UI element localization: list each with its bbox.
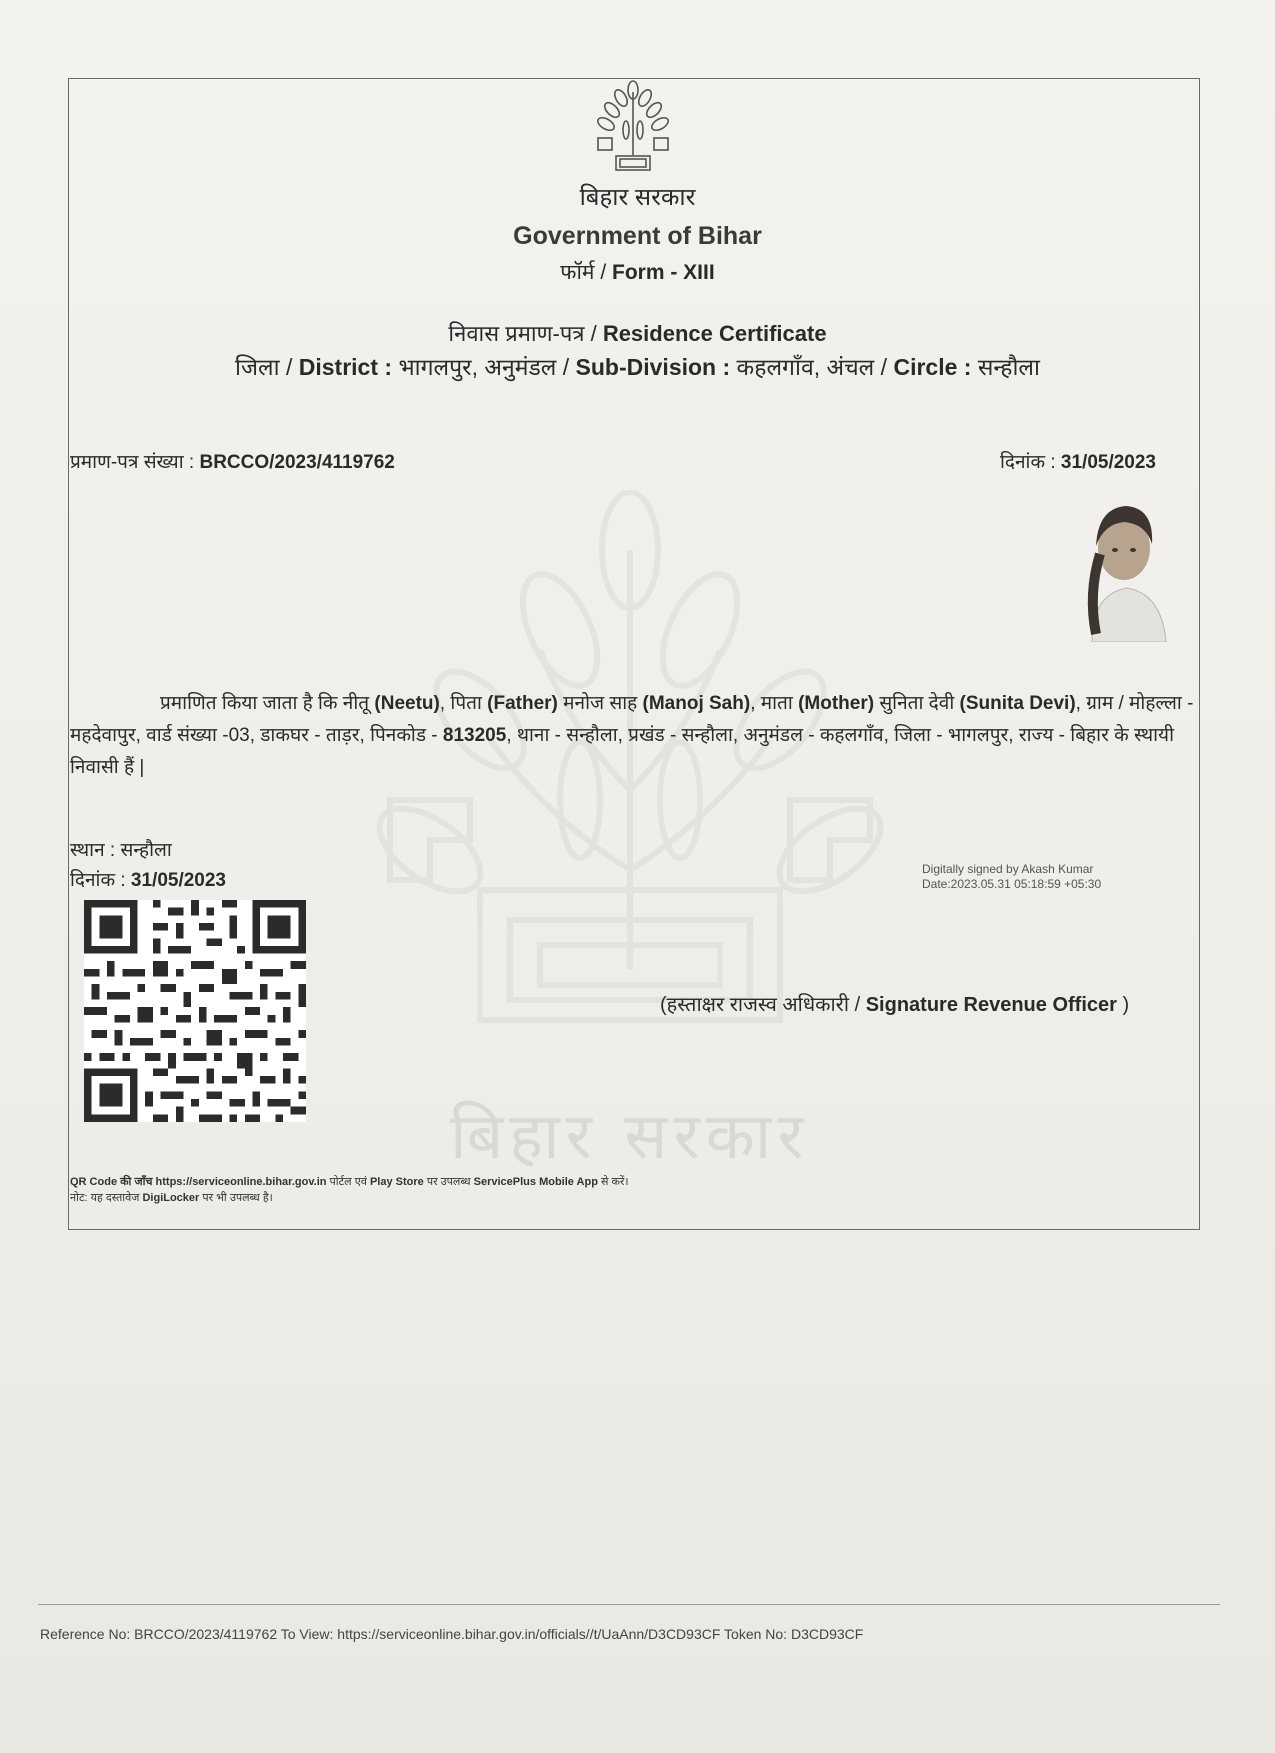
certificate-title-hindi: निवास प्रमाण-पत्र /	[448, 321, 603, 346]
digital-sign-date: Date:2023.05.31 05:18:59 +05:30	[922, 877, 1102, 891]
qr-note-line	[70, 1174, 629, 1190]
digital-signer: Digitally signed by Akash Kumar	[922, 862, 1094, 876]
certificate-date	[1000, 448, 1156, 474]
qr-code	[84, 900, 306, 1122]
applicant-name: (Neetu)	[374, 693, 440, 714]
qr-note-app: ServicePlus Mobile App	[473, 1176, 598, 1188]
bihar-emblem-logo	[588, 80, 678, 180]
reference-footer: Reference No: BRCCO/2023/4119762 To View: https://serviceonline.bihar.gov.in/officials//t/UaAnn/D3CD93CF Token No: D3CD93CF	[40, 1626, 864, 1642]
statement-text: , ग्राम / मोहल्ला - महदेवापुर, वार्ड संख्या -03, डाकघर - ताड़र, पिनकोड -	[70, 693, 1194, 746]
signature-caption-close: )	[1116, 994, 1130, 1016]
applicant-photo	[1062, 484, 1192, 642]
digilocker-name: DigiLocker	[142, 1192, 200, 1204]
father-name: (Manoj Sah)	[642, 693, 751, 714]
subdivision-value: कहलगाँव, अंचल /	[730, 354, 894, 380]
bihar-emblem-watermark	[370, 490, 890, 1180]
qr-note-text: पर उपलब्ध	[423, 1176, 474, 1188]
certificate-number	[70, 448, 395, 474]
certificate-statement	[70, 688, 1210, 784]
statement-text: , माता	[750, 693, 799, 714]
qr-note-store: Play Store	[369, 1176, 424, 1188]
statement-text: सुनिता देवी	[874, 693, 960, 714]
mother-name: (Sunita Devi)	[959, 693, 1076, 714]
qr-note-prefix: QR Code की जाँच	[70, 1176, 156, 1188]
pincode: 813205	[442, 725, 507, 746]
signature-caption-hindi: (हस्ताक्षर राजस्व अधिकारी /	[660, 994, 866, 1016]
signature-caption	[660, 990, 1129, 1017]
certificate-number-value: BRCCO/2023/4119762	[199, 452, 395, 473]
certificate-title	[0, 318, 1275, 348]
place-line	[70, 836, 172, 862]
issue-date-label: दिनांक :	[70, 870, 131, 891]
place-value: सन्हौला	[120, 840, 172, 861]
district-label: District :	[298, 354, 393, 380]
qr-note-text: से करें।	[597, 1176, 629, 1188]
father-label: (Father)	[487, 693, 558, 714]
issue-date-line	[70, 866, 226, 892]
form-prefix: फॉर्म /	[560, 261, 612, 284]
certificate-date-label: दिनांक :	[1000, 452, 1061, 473]
statement-text: , थाना - सन्हौला, प्रखंड - सन्हौला, अनुमंडल - कहलगाँव, जिला - भागलपुर, राज्य - बिहार के स्थायी निवासी हैं |	[70, 725, 1174, 778]
circle-label: Circle :	[893, 354, 972, 380]
place-label: स्थान :	[70, 840, 121, 861]
subdivision-label: Sub-Division :	[575, 354, 731, 380]
issue-date-value: 31/05/2023	[130, 870, 226, 891]
certificate-number-label: प्रमाण-पत्र संख्या :	[70, 452, 200, 473]
district-prefix: जिला /	[235, 354, 299, 380]
form-number	[0, 258, 1275, 286]
qr-note-url: https://serviceonline.bihar.gov.in	[155, 1176, 327, 1188]
mother-label: (Mother)	[798, 693, 875, 714]
location-line	[0, 350, 1275, 382]
certificate-title-english: Residence Certificate	[602, 321, 827, 346]
statement-text: , पिता	[439, 693, 488, 714]
statement-text: मनोज साह	[557, 693, 643, 714]
footer-divider	[38, 1604, 1220, 1605]
circle-value: सन्हौला	[971, 354, 1040, 380]
signature-caption-english: Signature Revenue Officer	[865, 994, 1117, 1016]
district-value: भागलपुर, अनुमंडल /	[392, 354, 576, 380]
digilocker-suffix: पर भी उपलब्ध है।	[199, 1192, 273, 1204]
gov-english-title: Government of Bihar	[513, 222, 762, 250]
digilocker-note	[70, 1190, 629, 1206]
digital-signature-info	[922, 862, 1101, 892]
certificate-date-value: 31/05/2023	[1060, 452, 1156, 473]
digilocker-prefix: नोट: यह दस्तावेज	[70, 1192, 143, 1204]
qr-verification-note	[70, 1174, 629, 1206]
gov-hindi-title: बिहार सरकार	[579, 184, 696, 211]
qr-note-text: पोर्टल एवं	[326, 1176, 370, 1188]
statement-text: प्रमाणित किया जाता है कि नीतू	[160, 693, 375, 714]
watermark-text: बिहार सरकार	[450, 1100, 810, 1174]
form-label: Form - XIII	[612, 261, 715, 284]
